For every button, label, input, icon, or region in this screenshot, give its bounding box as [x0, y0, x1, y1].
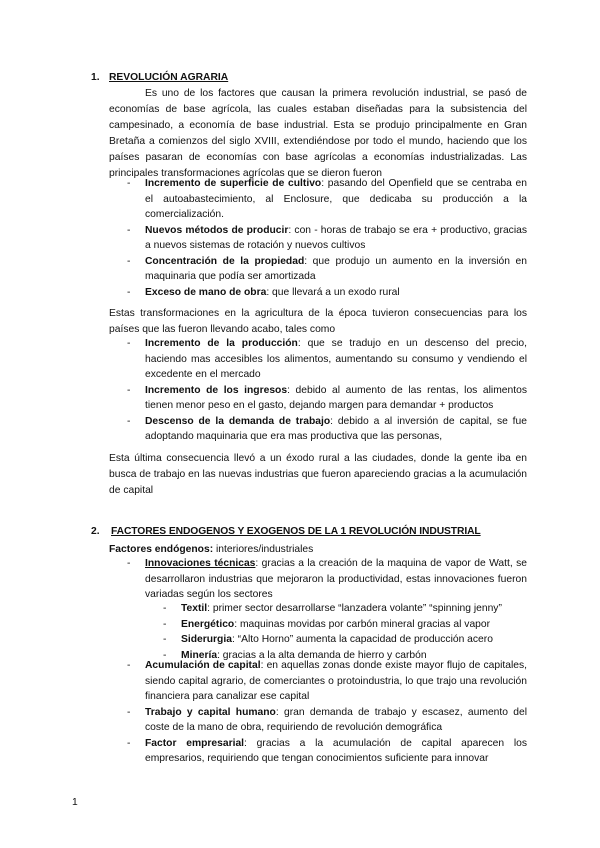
- transformations-list: [145, 176, 527, 300]
- list-item: - Acumulación de capital: en aquellas zonas donde existe mayor flujo de capitales, siendo capital agrario, de comerciantes o protoindustria, lo que trajo una revolución financiera para canalizar ese capital: [145, 658, 527, 705]
- section-1-intro: Es uno de los factores que causan la primera revolución industrial, se pasó de economías de base agrícola, las cuales estaban diseñadas para la subsistencia del campesinado, a economía de base industrial. Esta se produjo principalmente en Gran Bretaña a comienzos del siglo XVIII, extendiéndose por todo el mundo, haciendo que los países pasaran de economías con base agrícolas a economías industrializadas. Las principales transformaciones agrícolas que se dieron fueron: [109, 88, 527, 179]
- section-1-closing: Esta última consecuencia llevó a un éxodo rural a las ciudades, donde la gente iba en busca de trabajo en las nuevas industrias que fueron apareciendo gracias a la acumulación de capital: [109, 453, 527, 496]
- list-item: - Siderurgia: “Alto Horno” aumenta la capacidad de producción acero: [181, 632, 527, 648]
- list-item: - Incremento de los ingresos: debido al aumento de las rentas, los alimentos tienen menor peso en el gasto, dejando margen para demandar + productos: [145, 383, 527, 414]
- list-item: - Textil: primer sector desarrollarse “lanzadera volante” “spinning jenny”: [181, 601, 527, 617]
- list-item: - Minería: gracias a la alta demanda de hierro y carbón: [181, 648, 527, 664]
- section-1-title: REVOLUCIÓN AGRARIA: [109, 72, 229, 83]
- consequences-intro: Estas transformaciones en la agricultura de la época tuvieron consecuencias para los países que las fueron llevando acabo, tales como: [109, 308, 527, 335]
- endogenous-list-b: [145, 658, 527, 767]
- section-2-number: 2.: [91, 526, 100, 537]
- list-item: - Nuevos métodos de producir: con - horas de trabajo se era + productivo, gracias a nuevos sistemas de rotación y nuevos cultivos: [145, 223, 527, 254]
- page-number: 1: [72, 797, 78, 808]
- list-item: - Concentración de la propiedad: que produjo un aumento en la inversión en maquinaria que podía ser amortizada: [145, 254, 527, 285]
- list-item: - Incremento de superficie de cultivo: pasando del Openfield que se centraba en el autoabastecimiento, al Enclosure, que dedicaba su producción a la comercialización.: [145, 176, 527, 223]
- endogenous-list-a: [145, 556, 527, 603]
- section-2-title: FACTORES ENDOGENOS Y EXOGENOS DE LA 1 REVOLUCIÓN INDUSTRIAL: [111, 526, 481, 537]
- list-item: - Innovaciones técnicas: gracias a la creación de la maquina de vapor de Watt, se desarrollaron industrias que mejoraron la productividad, estas innovaciones fueron variadas según los sectores: [145, 556, 527, 603]
- list-item: - Factor empresarial: gracias a la acumulación de capital aparecen los empresarios, requiriendo que tengan conocimientos suficiente para innovar: [145, 736, 527, 767]
- section-1-number: 1.: [91, 72, 100, 83]
- consequences-list: [145, 336, 527, 445]
- section-2-subtitle: Factores endógenos: interiores/industriales: [109, 544, 314, 555]
- list-item: - Trabajo y capital humano: gran demanda de trabajo y escasez, aumento del coste de la mano de obra, requiriendo de revolución demográfica: [145, 705, 527, 736]
- sectors-list: [181, 601, 527, 663]
- list-item: - Exceso de mano de obra: que llevará a un exodo rural: [145, 285, 527, 301]
- list-item: - Descenso de la demanda de trabajo: debido a al inversión de capital, se fue adoptando maquinaria que era mas productiva que las personas,: [145, 414, 527, 445]
- list-item: - Incremento de la producción: que se tradujo en un descenso del precio, haciendo mas accesibles los alimentos, aumentando su consumo y vendiendo el excedente en el mercado: [145, 336, 527, 383]
- list-item: - Energético: maquinas movidas por carbón mineral gracias al vapor: [181, 617, 527, 633]
